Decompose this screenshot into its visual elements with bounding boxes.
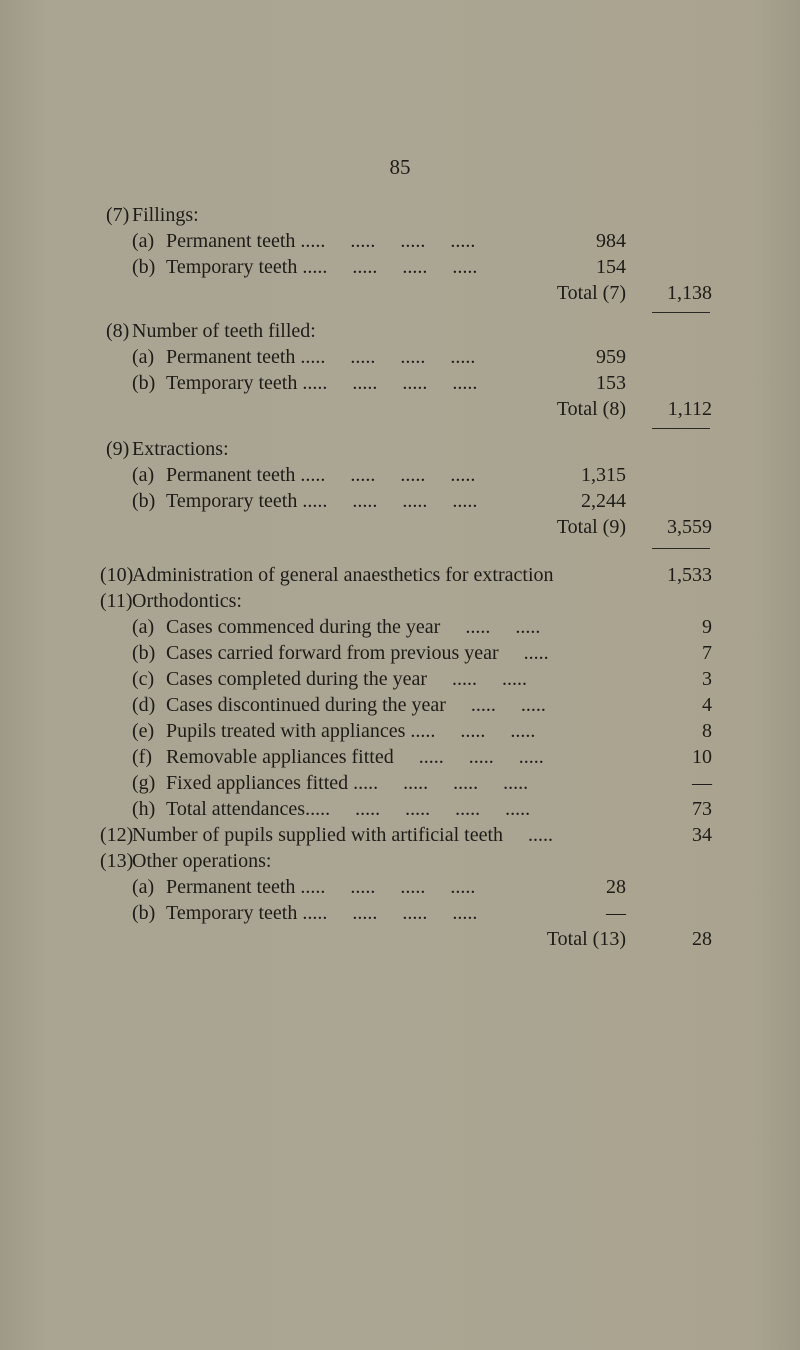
section-value: 1,533 xyxy=(667,564,712,586)
item-label: Cases discontinued during the year ..... ..... xyxy=(166,694,546,716)
item-value: 7 xyxy=(702,642,712,664)
section-9-item-a xyxy=(0,462,800,488)
item-key: (b) xyxy=(132,490,156,512)
item-label: Cases commenced during the year ..... ..... xyxy=(166,616,541,638)
total-rule xyxy=(652,548,710,549)
item-value: 73 xyxy=(692,798,712,820)
item-label: Temporary teeth ..... ..... ..... ..... xyxy=(166,372,478,394)
section-7-item-b xyxy=(0,254,800,280)
item-value: 10 xyxy=(692,746,712,768)
total-value: 1,138 xyxy=(667,282,712,304)
item-value: 2,244 xyxy=(581,490,626,512)
section-13-total xyxy=(0,926,800,952)
item-value: — xyxy=(606,902,626,924)
section-label: Fillings: xyxy=(132,204,199,226)
section-number: (7) xyxy=(106,204,130,226)
section-7-item-a xyxy=(0,228,800,254)
section-label: Number of pupils supplied with artificial teeth ..... xyxy=(132,824,554,846)
item-key: (c) xyxy=(132,668,155,690)
total-rule xyxy=(652,428,710,429)
total-value: 1,112 xyxy=(667,398,712,420)
section-number: (10) xyxy=(100,564,134,586)
item-key: (a) xyxy=(132,346,155,368)
item-label: Cases completed during the year ..... ..... xyxy=(166,668,528,690)
section-11-heading xyxy=(0,588,800,614)
item-label: Permanent teeth ..... ..... ..... ..... xyxy=(166,876,476,898)
orthodontics-item-a xyxy=(0,614,800,640)
item-key: (h) xyxy=(132,798,156,820)
item-key: (f) xyxy=(132,746,152,768)
item-label: Permanent teeth ..... ..... ..... ..... xyxy=(166,346,476,368)
item-key: (b) xyxy=(132,372,156,394)
item-label: Temporary teeth ..... ..... ..... ..... xyxy=(166,490,478,512)
section-12 xyxy=(0,822,800,848)
item-value: 9 xyxy=(702,616,712,638)
page-number: 85 xyxy=(389,155,411,179)
total-label: Total (8) xyxy=(556,398,626,420)
item-value: 8 xyxy=(702,720,712,742)
section-number: (11) xyxy=(100,590,133,612)
item-value: 959 xyxy=(596,346,626,368)
section-9-total xyxy=(0,514,800,540)
total-label: Total (13) xyxy=(546,928,626,950)
section-10 xyxy=(0,562,800,588)
item-label: Temporary teeth ..... ..... ..... ..... xyxy=(166,256,478,278)
section-9-item-b xyxy=(0,488,800,514)
section-13-heading xyxy=(0,848,800,874)
section-number: (8) xyxy=(106,320,130,342)
section-label: Extractions: xyxy=(132,438,229,460)
total-rule xyxy=(652,312,710,313)
item-value: 984 xyxy=(596,230,626,252)
item-key: (b) xyxy=(132,902,156,924)
other-operations-item-b xyxy=(0,900,800,926)
item-key: (a) xyxy=(132,876,155,898)
item-value: 28 xyxy=(606,876,626,898)
item-label: Permanent teeth ..... ..... ..... ..... xyxy=(166,230,476,252)
item-label: Temporary teeth ..... ..... ..... ..... xyxy=(166,902,478,924)
item-label: Removable appliances fitted ..... ..... ..... xyxy=(166,746,544,768)
section-number: (13) xyxy=(100,850,134,872)
section-8-item-a xyxy=(0,344,800,370)
orthodontics-item-c xyxy=(0,666,800,692)
section-label: Orthodontics: xyxy=(132,590,242,612)
section-number: (12) xyxy=(100,824,134,846)
item-label: Pupils treated with appliances ..... ..... ..... xyxy=(166,720,536,742)
section-8-item-b xyxy=(0,370,800,396)
item-key: (a) xyxy=(132,616,155,638)
item-key: (e) xyxy=(132,720,155,742)
item-label: Permanent teeth ..... ..... ..... ..... xyxy=(166,464,476,486)
item-label: Fixed appliances fitted ..... ..... ..... ..... xyxy=(166,772,529,794)
item-key: (b) xyxy=(132,256,156,278)
item-key: (a) xyxy=(132,464,155,486)
item-value: 3 xyxy=(702,668,712,690)
item-key: (g) xyxy=(132,772,156,794)
total-value: 3,559 xyxy=(667,516,712,538)
item-key: (b) xyxy=(132,642,156,664)
section-8-total xyxy=(0,396,800,422)
item-value: 153 xyxy=(596,372,626,394)
section-number: (9) xyxy=(106,438,130,460)
orthodontics-item-b xyxy=(0,640,800,666)
item-value: — xyxy=(692,772,712,794)
other-operations-item-a xyxy=(0,874,800,900)
item-key: (a) xyxy=(132,230,155,252)
total-label: Total (7) xyxy=(556,282,626,304)
section-7-total xyxy=(0,280,800,306)
item-key: (d) xyxy=(132,694,156,716)
section-8-heading xyxy=(0,318,800,344)
section-7-heading xyxy=(0,202,800,228)
item-label: Total attendances..... ..... ..... ..... ..... xyxy=(166,798,531,820)
section-value: 34 xyxy=(692,824,712,846)
section-label: Number of teeth filled: xyxy=(132,320,316,342)
section-9-heading xyxy=(0,436,800,462)
item-value: 1,315 xyxy=(581,464,626,486)
total-label: Total (9) xyxy=(556,516,626,538)
total-value: 28 xyxy=(692,928,712,950)
item-value: 4 xyxy=(702,694,712,716)
orthodontics-item-h xyxy=(0,796,800,822)
orthodontics-item-f xyxy=(0,744,800,770)
orthodontics-item-d xyxy=(0,692,800,718)
section-label: Other operations: xyxy=(132,850,272,872)
section-label: Administration of general anaesthetics for extraction xyxy=(132,564,554,586)
orthodontics-item-g xyxy=(0,770,800,796)
orthodontics-item-e xyxy=(0,718,800,744)
item-label: Cases carried forward from previous year ..... xyxy=(166,642,549,664)
item-value: 154 xyxy=(596,256,626,278)
